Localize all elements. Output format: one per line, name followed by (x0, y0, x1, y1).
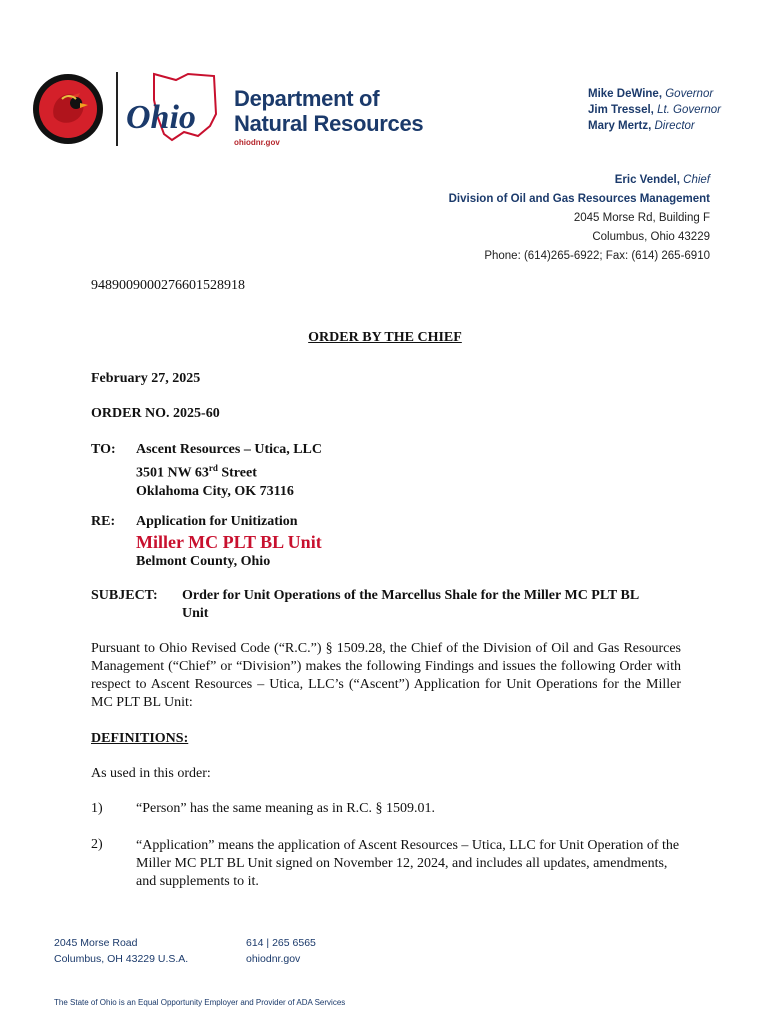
to-recipient (136, 441, 322, 501)
dept-line-2: Natural Resources (234, 111, 424, 136)
order-number: ORDER NO. 2025-60 (91, 406, 220, 421)
recipient-city: Oklahoma City, OK 73116 (136, 483, 294, 499)
definition-text: “Application” means the application of Ascent Resources – Utica, LLC for Unit Operation of the Miller MC PLT BL Unit signed on November 12, 2024, and includes all updates, amendments, and supplements to it. (136, 838, 680, 889)
definitions-heading: DEFINITIONS: (91, 731, 189, 746)
officials-list (588, 86, 728, 134)
subject-label: SUBJECT: (91, 588, 158, 603)
official-governor: Mike DeWine, Governor (588, 88, 714, 100)
phone-fax: Phone: (614)265-6922; Fax: (614) 265-6910 (484, 250, 710, 262)
order-date: February 27, 2025 (91, 371, 201, 386)
definition-number: 2) (91, 837, 103, 852)
re-block (136, 513, 322, 571)
recipient-name: Ascent Resources – Utica, LLC (136, 442, 322, 457)
header-divider (116, 72, 118, 146)
footer-address (54, 935, 188, 967)
chief-name: Eric Vendel, Chief (614, 174, 710, 186)
footer-address-line-2: Columbus, OH 43229 U.S.A. (54, 953, 189, 965)
ohio-logo (124, 70, 224, 148)
subject-line-2: Unit (182, 606, 209, 621)
unit-name: Miller MC PLT BL Unit (136, 532, 322, 552)
footer-contact (246, 935, 316, 967)
chief-contact-block (449, 171, 710, 266)
address-line-2: Columbus, Ohio 43229 (592, 231, 710, 243)
footer-url[interactable]: ohiodnr.gov (246, 953, 301, 965)
address-line-1: 2045 Morse Rd, Building F (573, 212, 710, 224)
as-used-text: As used in this order: (91, 766, 211, 781)
official-lt-governor: Jim Tressel, Lt. Governor (588, 104, 721, 116)
tracking-number: 9489009000276601528918 (91, 278, 245, 293)
intro-paragraph: Pursuant to Ohio Revised Code (“R.C.”) § 1509.28, the Chief of the Division of Oil and Gas Resources Management (“Chief” or “Division”) makes the following Findings and issues the following Order with respect to Ascent Resources – Utica, LLC’s (“Ascent”) Application for Unit Operations for the Miller MC PLT BL Unit: (91, 641, 681, 710)
department-name (234, 86, 423, 136)
cardinal-seal-logo (32, 73, 104, 145)
definition-text: “Person” has the same meaning as in R.C. § 1509.01. (136, 801, 436, 816)
re-application: Application for Unitization (136, 514, 298, 529)
division-name: Division of Oil and Gas Resources Management (448, 193, 710, 205)
re-label: RE: (91, 514, 116, 529)
footer-phone: 614 | 265 6565 (246, 937, 316, 949)
to-label: TO: (91, 442, 116, 457)
order-title: ORDER BY THE CHIEF (308, 330, 462, 345)
subject-line-1: Order for Unit Operations of the Marcellus Shale for the Miller MC PLT BL (182, 588, 640, 603)
re-county: Belmont County, Ohio (136, 554, 271, 569)
definition-number: 1) (91, 801, 103, 816)
official-director: Mary Mertz, Director (588, 120, 695, 132)
ohio-wordmark: Ohio (126, 99, 196, 136)
subject-text (182, 587, 682, 623)
footer-address-line-1: 2045 Morse Road (54, 937, 138, 949)
recipient-street: 3501 NW 63rd Street (136, 463, 257, 481)
dept-url[interactable]: ohiodnr.gov (234, 138, 280, 147)
dept-line-1: Department of (234, 86, 380, 111)
footer-eeo-note: The State of Ohio is an Equal Opportunity Employer and Provider of ADA Services (54, 998, 346, 1007)
